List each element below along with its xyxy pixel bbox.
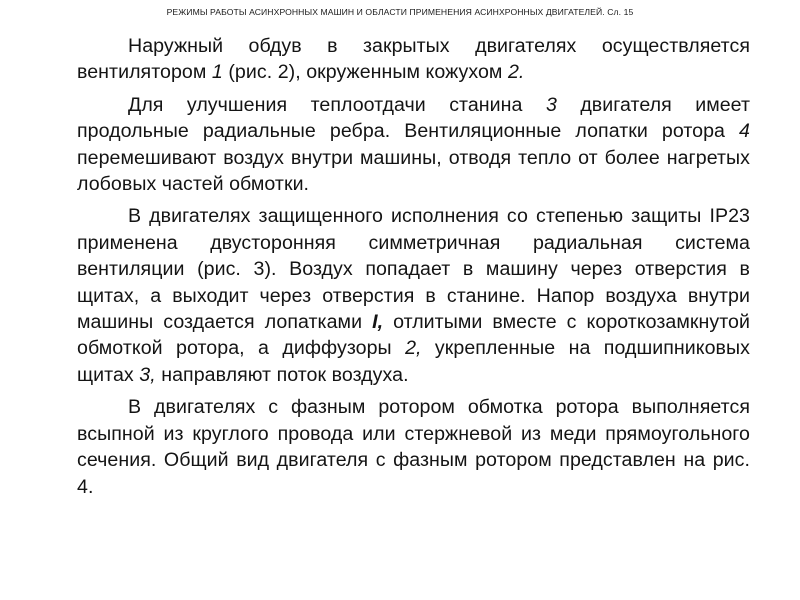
paragraph-text: перемешивают воздух внутри машины, отводя тепло от более нагретых лобовых частей обмотки.: [77, 146, 750, 196]
document-body: [77, 33, 750, 506]
slide-header-title: РЕЖИМЫ РАБОТЫ АСИНХРОННЫХ МАШИН И ОБЛАСТИ ПРИМЕНЕНИЯ АСИНХРОННЫХ ДВИГАТЕЛЕЙ. Сл. 15: [166, 7, 634, 17]
paragraph-text: Наружный обдув в закрытых двигателях осуществляется вентилятором: [77, 35, 750, 84]
paragraph-protected-design: [77, 203, 750, 388]
paragraph-text: направляют поток воздуха.: [155, 363, 409, 386]
figure-ref-blades: I,: [372, 311, 384, 334]
paragraph-text: Для улучшения теплоотдачи станина: [128, 93, 546, 116]
figure-ref-frame: 3: [545, 93, 557, 116]
paragraph-text: отлитыми вместе с короткозамкнутой обмоткой ротора, а диффузоры: [77, 311, 750, 360]
paragraph-external-cooling: [77, 33, 750, 86]
figure-ref-fan: 1: [211, 61, 223, 84]
paragraph-text: двигателя имеет продольные радиальные ребра. Вентиляционные лопатки ротора: [77, 93, 751, 143]
paragraph-wound-rotor: [77, 394, 750, 500]
slide-header: [0, 7, 800, 17]
paragraph-heat-transfer: [77, 92, 750, 198]
figure-ref-diffusers: 2,: [405, 337, 422, 360]
figure-ref-casing: 2.: [507, 61, 525, 84]
figure-ref-rotor: 4: [739, 120, 750, 143]
paragraph-text: В двигателях с фазным ротором обмотка ротора выполняется всыпной из круглого провода или стержневой из меди прямоугольного сечения. Общий вид двигателя с фазным ротором представлен на рис. 4.: [77, 396, 750, 498]
paragraph-text: укрепленные на подшипниковых щитах: [77, 337, 750, 386]
paragraph-text: (рис. 2), окруженным кожухом: [222, 61, 508, 84]
figure-ref-shields: 3,: [139, 363, 156, 386]
paragraph-text: В двигателях защищенного исполнения со степенью защиты IP23 применена двусторонняя симметричная радиальная система вентиляции (рис. 3). Воздух попадает в машину через отверстия в щитах, а выходит через отверстия в станине. Напор воздуха внутри машины создается лопатками: [77, 205, 750, 334]
